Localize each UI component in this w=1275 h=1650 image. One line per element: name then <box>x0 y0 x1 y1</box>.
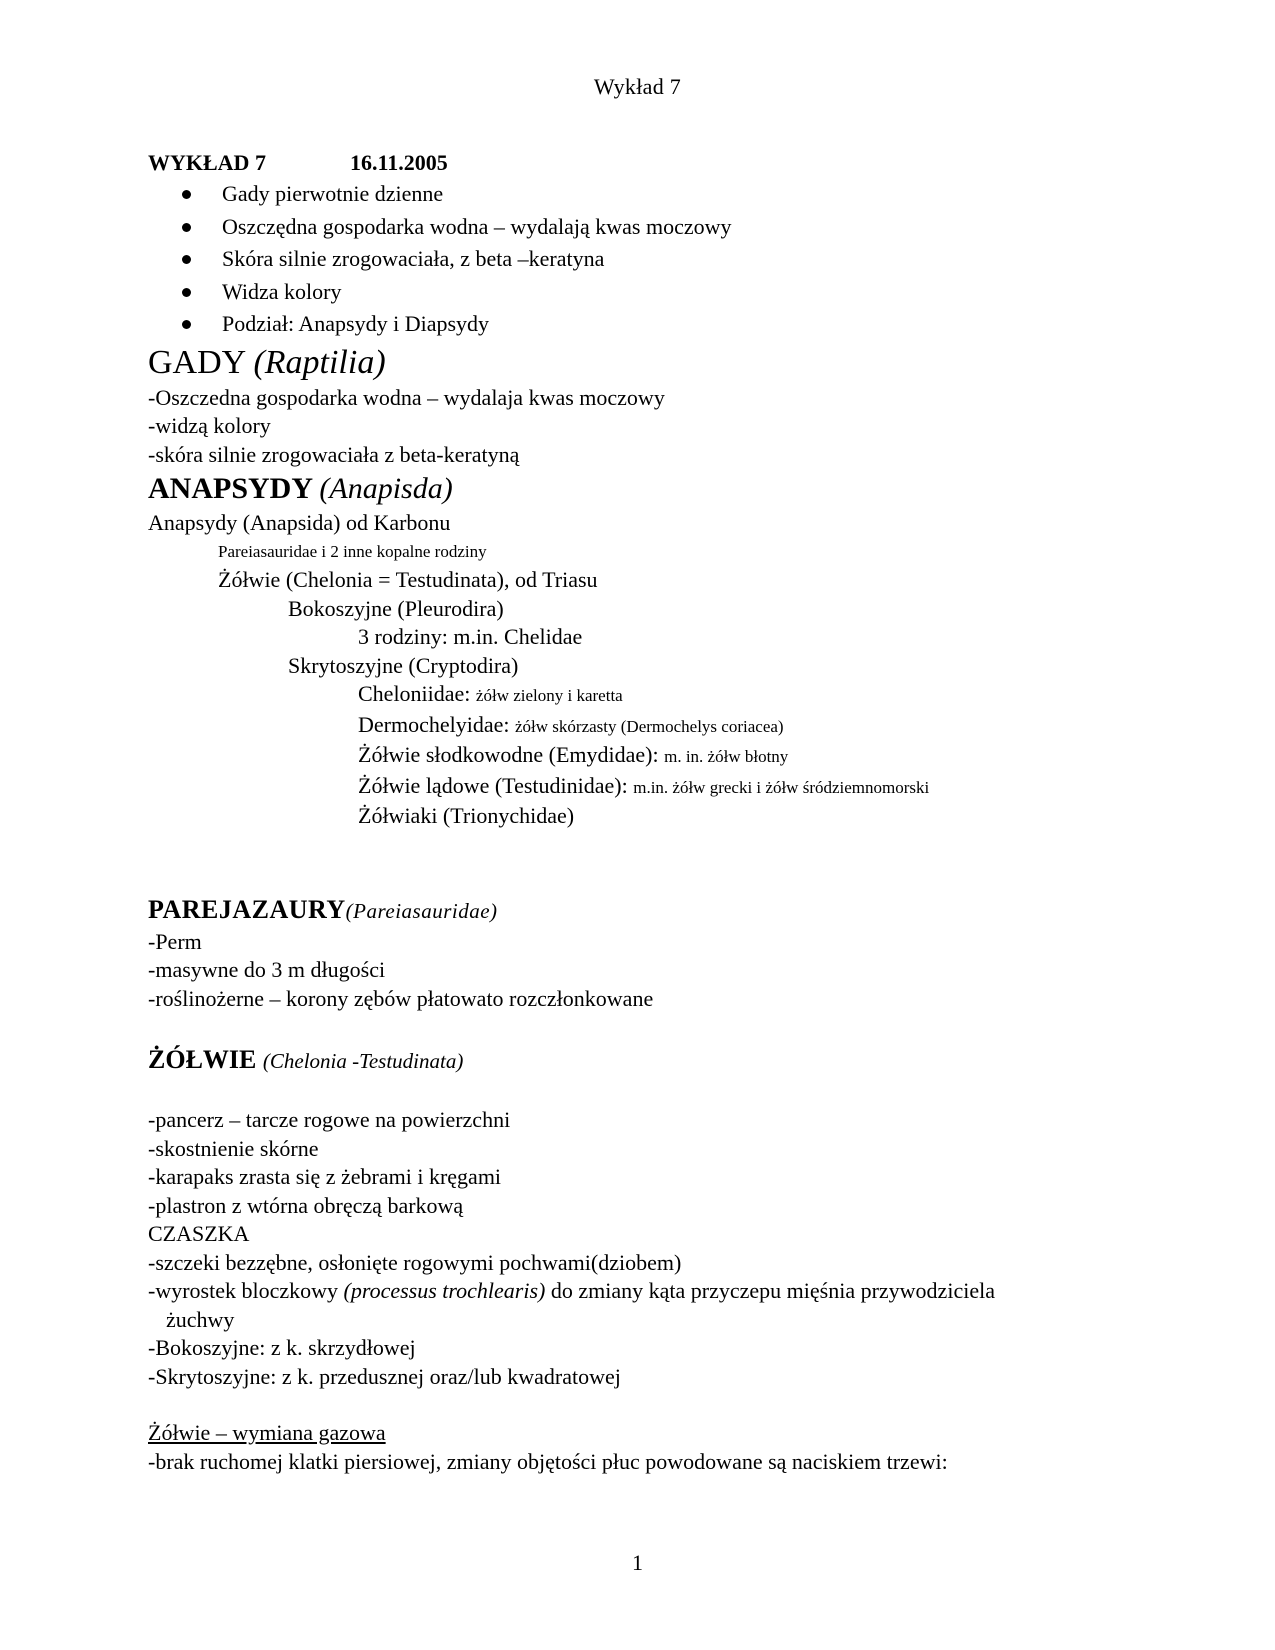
text-line: żuchwy <box>166 1306 235 1332</box>
bullet-icon <box>182 190 191 199</box>
text-line: -wyrostek bloczkowy (processus trochlearis) do zmiany kąta przyczepu mięśnia przywodziciela <box>148 1278 995 1303</box>
text-line-small: Pareiasauridae i 2 inne kopalne rodziny <box>218 541 487 561</box>
bullet-item: Gady pierwotnie dzienne <box>148 178 1128 211</box>
text-line: Skrytoszyjne (Cryptodira) <box>288 652 519 678</box>
text-line: -karapaks zrasta się z żebrami i kręgami <box>148 1164 502 1189</box>
lecture-date: 16.11.2005 <box>349 150 448 175</box>
text-line: -Skrytoszyjne: z k. przedusznej oraz/lub kwadratowej <box>148 1363 621 1389</box>
text-line: -Perm <box>148 928 202 954</box>
text-line: -skóra silnie zrogowaciała z beta-keratyną <box>148 441 520 467</box>
page-number: 1 <box>632 1550 643 1575</box>
heading-anapsydy: ANAPSYDY (Anapisda) <box>148 472 453 505</box>
heading-zolwie: ŻÓŁWIE (Chelonia -Testudinata) <box>148 1045 464 1074</box>
family-line: Cheloniidae: żółw zielony i karetta <box>358 681 623 706</box>
bullet-item: Widza kolory <box>148 276 1128 309</box>
text-line: -plastron z wtórna obręczą barkową <box>148 1192 464 1218</box>
text-line: 3 rodziny: m.in. Chelidae <box>358 624 583 649</box>
text-line: -Oszczedna gospodarka wodna – wydalaja kwas moczowy <box>148 384 665 410</box>
heading-wymiana-gazowa: Żółwie – wymiana gazowa <box>148 1420 386 1445</box>
bullet-item: Oszczędna gospodarka wodna – wydalają kwas moczowy <box>148 211 1128 244</box>
family-line: Dermochelyidae: żółw skórzasty (Dermochelys coriacea) <box>358 711 784 737</box>
text-line: Żółwie (Chelonia = Testudinata), od Triasu <box>218 567 598 592</box>
spacer <box>148 1013 1128 1043</box>
text-line: Bokoszyjne (Pleurodira) <box>288 595 504 621</box>
spacer <box>148 831 1128 893</box>
family-line: Żółwie słodkowodne (Emydidae): m. in. żółw błotny <box>358 742 789 767</box>
bullet-icon <box>182 255 191 264</box>
summary-bullet-list <box>148 178 1128 341</box>
heading-gady: GADY (Raptilia) <box>148 343 386 381</box>
document-body <box>148 148 1128 1476</box>
text-line: Anapsydy (Anapsida) od Karbonu <box>148 510 451 535</box>
bullet-item: Skóra silnie zrogowaciała, z beta –keratyna <box>148 243 1128 276</box>
text-line: -brak ruchomej klatki piersiowej, zmiany objętości płuc powodowane są naciskiem trzewi: <box>148 1448 948 1474</box>
bullet-icon <box>182 223 191 232</box>
spacer <box>148 1391 1128 1419</box>
heading-parejazaury: PAREJAZAURY(Pareiasauridae) <box>148 894 498 924</box>
lecture-title <box>148 148 1128 178</box>
family-line: Żółwie lądowe (Testudinidae): m.in. żółw grecki i żółw śródziemnomorski <box>358 772 930 798</box>
family-line: Żółwiaki (Trionychidae) <box>358 803 575 828</box>
bullet-item: Podział: Anapsydy i Diapsydy <box>148 308 1128 341</box>
text-line: CZASZKA <box>148 1221 250 1246</box>
text-line: -szczeki bezzębne, osłonięte rogowymi pochwami(dziobem) <box>148 1249 682 1275</box>
text-line: -Bokoszyjne: z k. skrzydłowej <box>148 1335 416 1360</box>
text-line: -roślinożerne – korony zębów płatowato rozczłonkowane <box>148 985 654 1011</box>
bullet-icon <box>182 320 191 329</box>
text-line: -pancerz – tarcze rogowe na powierzchni <box>148 1107 511 1132</box>
lecture-title-label: WYKŁAD 7 <box>148 150 266 175</box>
text-line: -masywne do 3 m długości <box>148 957 386 982</box>
bullet-icon <box>182 288 191 297</box>
running-header: Wykład 7 <box>593 74 682 99</box>
text-line: -widzą kolory <box>148 413 271 438</box>
text-line: -skostnienie skórne <box>148 1135 319 1161</box>
spacer <box>148 1078 1128 1106</box>
